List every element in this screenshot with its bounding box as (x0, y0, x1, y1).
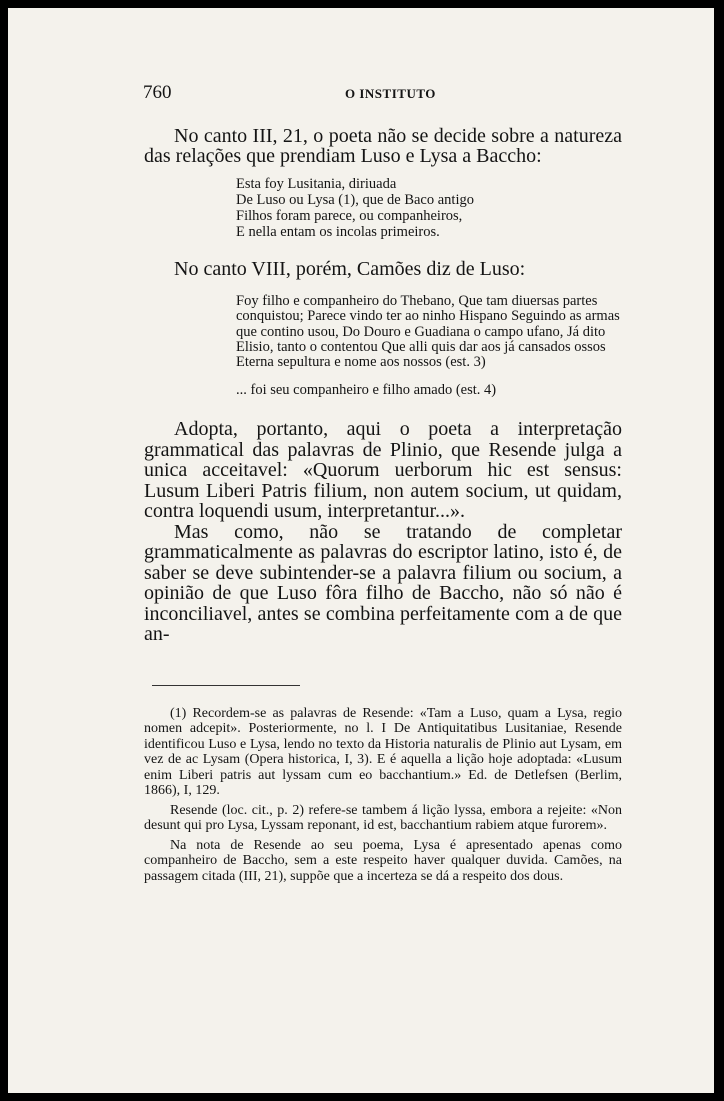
verse-block-1 (236, 176, 622, 240)
book-page (8, 8, 714, 1093)
verse-line: Eterna sepultura e nome aos nossos (est. 3) (236, 354, 486, 371)
verse-line: Que tam diuersas partes conquistou; (236, 293, 598, 325)
body-paragraph-2: Mas como, não se tratando de completar grammaticalmente as palavras do escriptor latino, isto é, de saber se deve subintender-se a palavra filium ou socium, a opinião de que Luso fôra filho de Baccho, não só não é inconciliavel, antes se combina perfeitamente com a de que an- (144, 520, 622, 646)
verse-line: De Luso ou Lysa (1), que de Baco antigo (236, 192, 474, 208)
verse-line: Parece vindo ter ao ninho Hispano (307, 308, 508, 325)
body-paragraph-1: Adopta, portanto, aqui o poeta a interpretação grammatical das palavras de Plinio, que Resende julga a unica acceitavel: «Quorum uerborum hic est sensus: Lusum Liberi Patris filium, non autem socium, ut quidam, contra loquendi usum, interpretantur...». (144, 418, 622, 523)
verse-citation: ... foi seu companheiro e filho amado (est. 4) (236, 382, 497, 399)
running-title: O INSTITUTO (345, 86, 436, 101)
verse-line: Seguindo as armas que contino usou, (236, 308, 620, 340)
running-header (8, 82, 714, 104)
verse-line: Que alli quis dar aos já cansados ossos (381, 338, 606, 355)
footnote-1: (1) Recordem-se as palavras de Resende: «Tam a Luso, quam a Lysa, regio nomen adcepit». Posteriormente, no l. I De Antiquitatibus Lusitaniae, Resende identificou Luso e Lysa, lendo no texto da Historia naturalis de Plinio aut Lysam, em vez de ac Lysam (Opera historica, I, 3). E é aquella a lição hoje adoptada: «Lusum enim Liberi patris aut lyssam cum eo bacchantium.» Ed. de Detlefsen (Berlim, 1866), I, 129. (144, 705, 622, 799)
verse-line: Do Douro e Guadiana o campo ufano, (342, 323, 564, 340)
verse-line: Já dito Elisio, tanto o contentou (236, 323, 606, 355)
footnote-divider (152, 685, 300, 686)
footnote-2: Resende (loc. cit., p. 2) refere-se tambem á lição lyssa, embora a rejeite: «Non desunt qui pro Lysa, Lyssam reponant, id est, bacchantium rabiem atque furorem». (144, 802, 622, 834)
verse-line: E nella entam os incolas primeiros. (236, 224, 440, 240)
verse-line: Filhos foram parece, ou companheiros, (236, 208, 463, 224)
intro-paragraph-1: No canto III, 21, o poeta não se decide sobre a natureza das relações que prendiam Luso e Lysa a Baccho: (144, 125, 622, 167)
footnote-3: Na nota de Resende ao seu poema, Lysa é apresentado apenas como companheiro de Baccho, sem a este respeito haver qualquer duvida. Camões, na passagem citada (III, 21), suppõe que a incerteza se dá a respeito dos dous. (144, 837, 622, 884)
footnotes (144, 706, 622, 885)
intro-paragraph-2: No canto VIII, porém, Camões diz de Luso: (174, 258, 526, 280)
verse-line: Esta foy Lusitania, diriuada (236, 176, 397, 192)
page-body (144, 126, 622, 884)
page-number: 760 (143, 82, 172, 103)
verse-line: Foy filho e companheiro do Thebano, (236, 293, 455, 309)
verse-block-2 (236, 294, 622, 370)
